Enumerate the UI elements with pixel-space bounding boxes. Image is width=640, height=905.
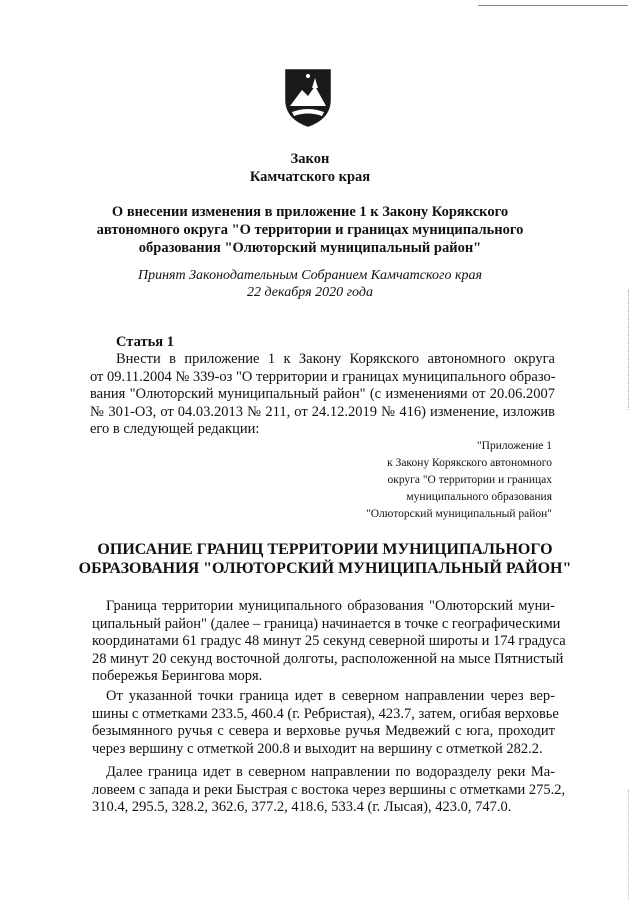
margin-mark [628,790,629,900]
boundary-paragraph [92,598,566,686]
law-title [60,150,560,186]
article-line: вания "Олюторский муниципальный район" (с изменениями от 20.06.2007 [90,386,555,402]
paragraph-line: 28 минут 20 секунд восточной долготы, расположенной на мысе Пятнистый [92,650,564,667]
paragraph-line: через вершину с отметкой 200.8 и выходит на вершину с отметкой 282.2. [92,740,543,757]
boundary-paragraph [92,688,559,758]
law-subject [60,203,560,257]
appendix-reference [330,438,552,523]
adoption-note [60,267,560,301]
article-text [90,351,555,439]
law-subject-line: автономного округа "О территории и границах муниципального [96,222,524,238]
article-line: его в следующей редакции: [90,421,260,437]
top-edge-rule [478,5,628,6]
paragraph-line: Далее граница идет в северном направлении по водоразделу реки Ма- [106,764,555,780]
article-line: Внести в приложение 1 к Закону Корякского автономного округа [116,351,555,367]
article-line: № 301-ОЗ, от 04.03.2013 № 211, от 24.12.2019 № 416) изменение, изложив [90,403,555,420]
paragraph-line: ципальный район" (далее – граница) начинается в точке с географическими [92,615,561,632]
heading-line: ОБРАЗОВАНИЯ "ОЛЮТОРСКИЙ МУНИЦИПАЛЬНЫЙ РАЙОН" [78,560,572,577]
appendix-line: "Приложение 1 [476,440,552,452]
appendix-line: муниципального образования [406,491,552,503]
paragraph-line: От указанной точки граница идет в северном направлении через вер- [106,688,555,704]
boundary-description-heading [60,540,590,578]
paragraph-line: безымянного ручья с севера и верховье ручья Медвежий с юга, проходит [92,723,555,740]
paragraph-line: побережья Берингова моря. [92,668,263,685]
adoption-line: Принят Законодательным Собранием Камчатского края [137,268,483,283]
law-subject-line: образования "Олюторский муниципальный район" [138,240,482,256]
paragraph-line: Граница территории муниципального образования "Олюторский муни- [106,598,555,614]
law-title-line: Камчатского края [249,169,371,185]
paragraph-line: координатами 61 градус 48 минут 25 секунд северной широты и 174 градуса [92,633,566,650]
paragraph-line: 310.4, 295.5, 328.2, 362.6, 377.2, 418.6, 533.4 (г. Лысая), 423.0, 747.0. [92,799,512,816]
heading-line: ОПИСАНИЕ ГРАНИЦ ТЕРРИТОРИИ МУНИЦИПАЛЬНОГО [97,541,553,558]
paragraph-line: ловеем с запада и реки Быстрая с востока через вершины с отметками 275.2, [92,781,566,798]
law-title-line: Закон [290,151,330,167]
law-subject-line: О внесении изменения в приложение 1 к Закону Корякского [111,204,509,220]
kamchatka-coat-of-arms-icon [282,66,334,128]
appendix-line: округа "О территории и границах [387,474,552,486]
margin-mark [628,290,629,410]
boundary-paragraph [92,764,566,817]
article-line: от 09.11.2004 № 339-оз "О территории и границах муниципального образо- [90,368,556,385]
article-heading: Статья 1 [116,334,174,350]
appendix-line: к Закону Корякского автономного [387,457,552,469]
adoption-date: 22 декабря 2020 года [247,285,373,300]
paragraph-line: шины с отметками 233.5, 460.4 (г. Ребристая), 423.7, затем, огибая верховье [92,705,559,722]
appendix-line: "Олюторский муниципальный район" [366,508,552,520]
